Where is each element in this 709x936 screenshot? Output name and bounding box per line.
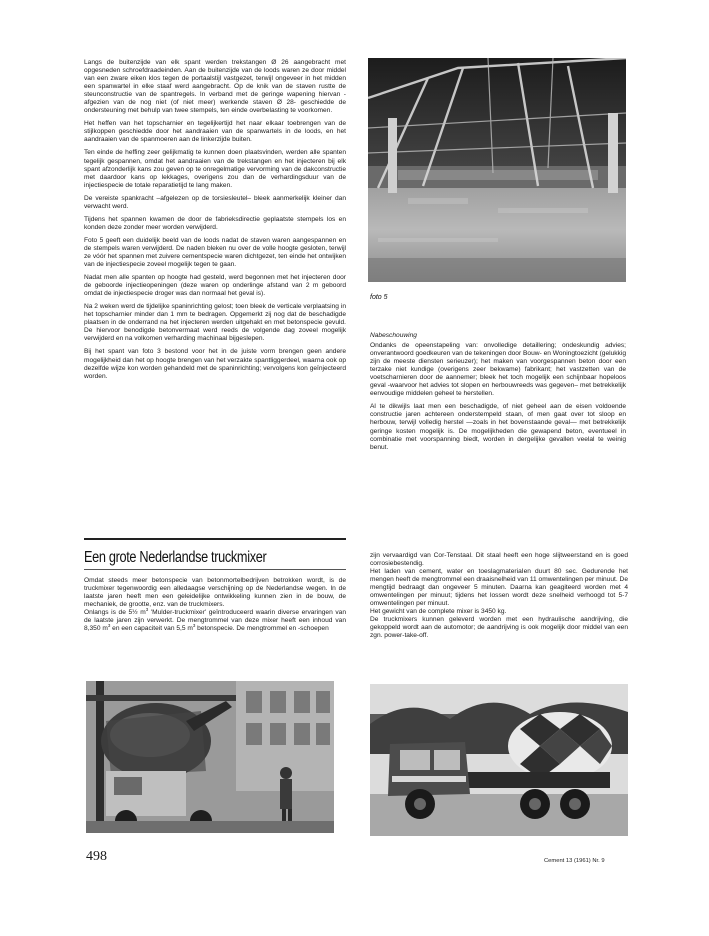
hall-photo-graphic	[368, 58, 626, 282]
article-repair-column-left	[84, 59, 346, 386]
section-divider-left-sub	[84, 569, 346, 570]
journal-reference: Cement 13 (1961) Nr. 9	[544, 858, 605, 864]
paragraph: Bij het spant van foto 3 bestond voor het in de juiste vorm brengen geen andere mogelijkheid dan het op hoogte brengen van het verzakte spantliggerdeel, waarna ook op dezelfde wijze kon worden gehandeld met de spaninrichting; vervolgens kon geïnjecteerd worden.	[84, 348, 346, 380]
paragraph: Nadat men alle spanten op hoogte had gesteld, werd begonnen met het injecteren door de geboorde injectieopeningen (deze waren op onderlinge afstand van 2 m geboord omdat de injectiespecie droger was dan normaal het geval is).	[84, 274, 346, 298]
paragraph: Het laden van cement, water en toeslagmateriaIen duurt 80 sec. Gedurende het mengen heeft de mengtrommel een draaisnelheid van 11 omwentelingen per minuut. De mengtijd bedraagt dan ongeveer 5 minuten. Daarna kan geagiteerd worden met 4 omwentelingen per minuut; tijdens het lossen wordt deze snelheid verhoogd tot 5-7 omwentelingen per minuut.	[370, 568, 628, 608]
text-run: Onlangs is de 5½ m	[84, 609, 146, 617]
section-divider-left	[84, 538, 346, 540]
truckmixer-loading-photo	[86, 681, 334, 833]
truckmixer-column-left	[84, 577, 346, 638]
paragraph: Het heffen van het topscharnier en tegelijkertijd het naar elkaar toebrengen van de stijlkoppen geschiedde door het aandraaien van de spanwartels in de loods, en het aandraaien van de spanmoeren aan de linkerzijde buiten.	[84, 120, 346, 144]
paragraph: Foto 5 geeft een duidelijk beeld van de loods nadat de staven waren aangespannen en de stempels waren verwijderd. De naden bleken nu over de volle hoogte gesloten, terwijl ze vóór het spannen met zuivere cementspecie waren dichtgezet, ten einde het ontwijken van de injectiespecie zoveel mogelijk tegen te gaan.	[84, 236, 346, 269]
text-run: en een capaciteit van 5,5 m	[110, 625, 193, 633]
hall-interior-photo	[368, 58, 626, 282]
paragraph: Al te dikwijls laat men een beschadigde, of niet geheel aan de eisen voldoende constructie jaren achtereen onderstempeld staan, of men gaat over tot sloop en herbouw, terwijl volledig herstel —zoals in het bovenstaande geval— met betrekkelijk geringe kosten mogelijk is. De mogelijkheden die gewapend beton, eventueel in combinatie met voorspanning biedt, worden in dergelijke gevallen veelal te weinig benut.	[370, 403, 626, 451]
paragraph: Ondanks de opeenstapeling van: onvolledige detaillering; ondeskundig advies; onverantwoord goedkeuren van de tekeningen door Bouw- en Woningtoezicht (gelukkig zijn de meeste diensten serieuzer); het maken van voorgespannen beton door een terzake niet kundige (overigens zeer bekwame) fabrikant; het vastzetten van de voetscharnieren door de aannemer; bleek het toch mogelijk een schijnbaar hopeloos geval -waarvoor het advies tot slopen en herbouwreeds was gegeven– met betrekkelijk eenvoudige middelen geheel te herstellen.	[370, 342, 626, 398]
paragraph: Langs de buitenzijde van elk spant werden trekstangen Ø 26 aangebracht met opgesneden schroefdraadeinden. Aan de buitenzijde van de loods waren ze door middel van een zware eiken klos tegen de portaalstijl vastgezet, terwijl ongeveer in het midden een spanwartel in elke staaf werd aangebracht. Op de knik van de staven rustte de steunconstructie van de spantregels. In verband met de geringe wapening hiervan -afgezien van de nog niet (of niet meer) werkende staven Ø 28- geschiedde de ondersteuning met behulp van twee stempels, ten einde overbelasting te voorkomen.	[84, 59, 346, 115]
paragraph: Tijdens het spannen kwamen de door de fabrieksdirectie geplaatste stempels los en konden deze zonder meer worden verwijderd.	[84, 215, 346, 231]
paragraph: Na 2 weken werd de tijdelijke spaninrichting gelost; toen bleek de verticale verplaatsing in het topscharnier minder dan 1 mm te bedragen. Opgemerkt zij nog dat de beschadigde plaatsen in de onderrand na het injecteren werden uitgehakt en met betonspecie gevuld. De hiervoor benodigde betonvermaat werd reeds de volgende dag zoveel mogelijk verwijderd en na volkomen verharding machinaal bijgeslepen.	[84, 303, 346, 343]
truckmixer-truck-graphic	[370, 684, 628, 836]
superscript: 3	[145, 607, 149, 612]
superscript: 3	[107, 623, 111, 629]
truckmixer-truck-photo	[370, 684, 628, 836]
nabeschouwing-section	[370, 332, 626, 457]
paragraph: zijn vervaardigd van Cor-Tenstaal. Dit staal heeft een hoge slijtweerstand en is goed corrosiebestendig.	[370, 552, 628, 568]
truckmixer-loading-graphic	[86, 681, 334, 833]
paragraph-volume	[84, 609, 346, 633]
text-run: betonspecie. De mengtrommel en -schoepen	[195, 625, 329, 633]
paragraph: Het gewicht van de complete mixer is 3450 kg.	[370, 608, 507, 616]
paragraph: Ten einde de heffing zeer gelijkmatig te kunnen doen plaatsvinden, werden alle spanten tegelijk gespannen, omdat het aandraaien van de trekstangen en het injecteren bij elk spant afzonderlijk kans zou geven op te onregelmatige vervorming van de dakconstructie met daardoor kans op lekkages, overigens zou dan de verhardingsduur van de injectiespecie de totale reparatietijd te lang maken.	[84, 149, 346, 189]
foto5-caption: foto 5	[370, 294, 388, 301]
text-run: 'Mulder-truckmixer' geïntroduceerd waarin diverse ervaringen van de laatste jaren zijn verwerkt. De mengtrommel van deze mixer heeft een inhoud van 8,350 m	[84, 609, 346, 633]
nabeschouwing-title: Nabeschouwing	[370, 332, 417, 339]
truckmixer-column-right	[370, 552, 628, 646]
paragraph: De vereiste spankracht –afgelezen op de torsiesleutel– bleek aanmerkelijk kleiner dan verwacht werd.	[84, 194, 346, 210]
article-heading: Een grote Nederlandse truckmixer	[84, 549, 267, 566]
superscript: 3	[192, 623, 196, 629]
page-number: 498	[86, 849, 107, 864]
paragraph: De truckmixers kunnen geleverd worden met een hydraulische aandrijving, die gekoppeld wordt aan de automotor; de aandrijving is ook mogelijk door middel van een zgn. power-take-off.	[370, 616, 628, 640]
paragraph: Omdat steeds meer betonspecie van betonmortelbedrijven betrokken wordt, is de truckmixer tegenwoordig een alledaagse verschijning op de Nederlandse wegen. In de laatste jaren heeft men een geleidelijke ontwikkeling kunnen zien in de bouw, de mechaniek, de grootte, enz. van de truckmixers.	[84, 577, 346, 609]
